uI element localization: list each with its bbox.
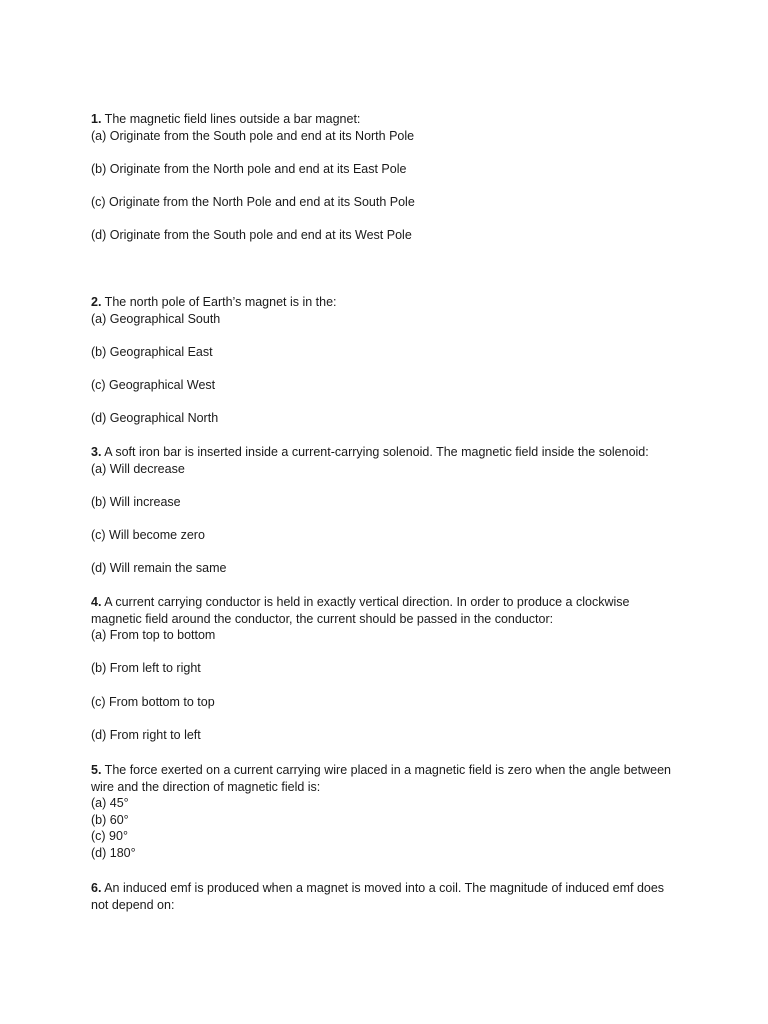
option-b: (b) Geographical East [91, 344, 213, 359]
option-c: (c) Geographical West [91, 378, 216, 393]
question-number: 4. [91, 595, 102, 609]
option-c: (c) Originate from the North Pole and end at its South Pole [91, 195, 415, 210]
option-d: (d) 180° [91, 845, 136, 860]
option-d: (d) Geographical North [91, 411, 219, 426]
question-number: 3. [91, 445, 102, 459]
option-d: (d) From right to left [91, 727, 201, 742]
question-text [91, 444, 681, 461]
option-c: (c) Will become zero [91, 528, 205, 543]
option-b: (b) Originate from the North pole and end at its East Pole [91, 161, 407, 176]
question-6 [91, 880, 681, 913]
option-a: (a) Originate from the South pole and end at its North Pole [91, 128, 415, 143]
question-4 [91, 594, 681, 743]
question-text [91, 762, 681, 795]
option-b: (b) From left to right [91, 661, 201, 676]
option-d: (d) Will remain the same [91, 561, 227, 576]
question-number: 6. [91, 881, 102, 895]
option-b: (b) 60° [91, 812, 129, 827]
question-stem: A current carrying conductor is held in exactly vertical direction. In order to produce a clockwise magnetic field around the conductor, the current should be passed in the conductor: [91, 595, 630, 626]
question-stem: An induced emf is produced when a magnet is moved into a coil. The magnitude of induced emf does not depend on: [91, 881, 665, 912]
question-2 [91, 294, 681, 427]
option-a: (a) Geographical South [91, 311, 221, 326]
question-text [91, 294, 681, 311]
question-text [91, 594, 681, 627]
option-c: (c) From bottom to top [91, 694, 215, 709]
question-number: 2. [91, 295, 102, 309]
question-text [91, 111, 681, 128]
option-d: (d) Originate from the South pole and end at its West Pole [91, 228, 412, 243]
question-number: 1. [91, 112, 102, 126]
question-stem: The north pole of Earth’s magnet is in the: [101, 295, 337, 309]
question-stem: A soft iron bar is inserted inside a current-carrying solenoid. The magnetic field inside the solenoid: [101, 445, 649, 459]
option-a: (a) Will decrease [91, 461, 185, 476]
option-a: (a) From top to bottom [91, 628, 216, 642]
option-b: (b) Will increase [91, 494, 181, 509]
question-1 [91, 111, 681, 244]
option-a: (a) 45° [91, 796, 129, 810]
question-text [91, 880, 681, 913]
option-c: (c) 90° [91, 829, 128, 843]
question-number: 5. [91, 763, 102, 777]
question-stem: The magnetic field lines outside a bar magnet: [101, 112, 361, 126]
question-stem: The force exerted on a current carrying wire placed in a magnetic field is zero when the angle between wire and the direction of magnetic field is: [91, 763, 671, 794]
question-5 [91, 762, 681, 861]
question-3 [91, 444, 681, 577]
